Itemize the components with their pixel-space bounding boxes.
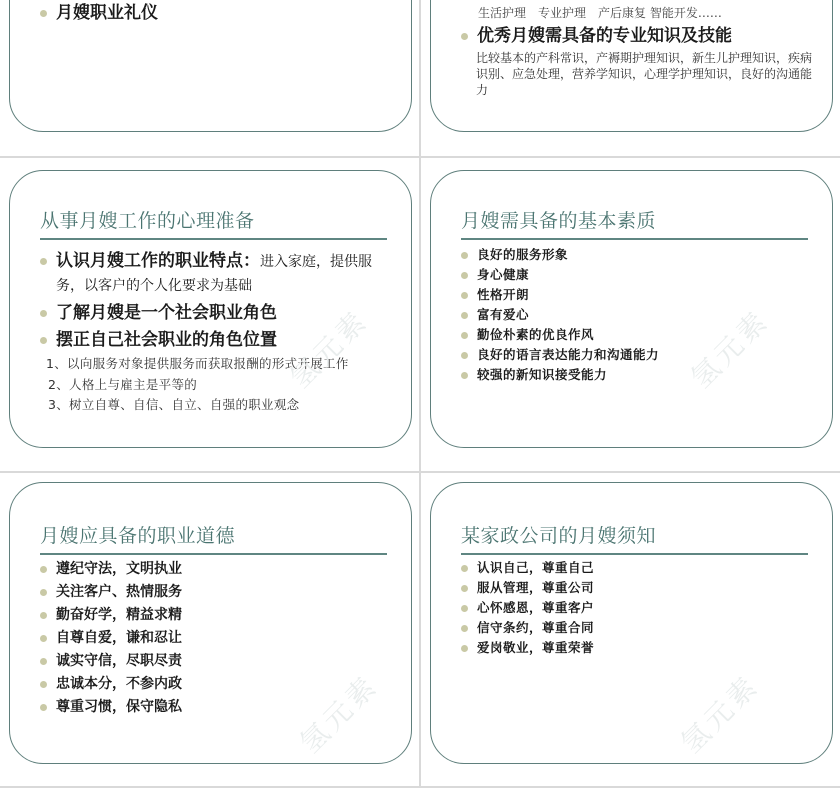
slide-title: 从事月嫂工作的心理准备: [40, 208, 387, 240]
bullet-dot-icon: [461, 272, 468, 279]
list-item: 勤奋好学，精益求精: [40, 604, 395, 627]
list-item: 优秀月嫂需具备的专业知识及技能: [461, 25, 816, 48]
list-item: 诚实守信，尽职尽责: [40, 650, 395, 673]
bullet-dot-icon: [40, 566, 47, 573]
list-item: 关注客户、热情服务: [40, 581, 395, 604]
list-item: 性格开朗: [461, 285, 816, 305]
list-item: 心怀感恩，尊重客户: [461, 598, 816, 618]
list-item: 摆正自己社会职业的角色位置: [40, 329, 395, 352]
bullet-dot-icon: [40, 10, 47, 17]
bullet-list: [40, 558, 395, 719]
slide-psychological-prep[interactable]: [0, 158, 419, 471]
bullet-list: [461, 558, 816, 658]
care-types-line: 生活护理 专业护理 产后康复 智能开发……: [478, 6, 722, 20]
bullet-dot-icon: [461, 645, 468, 652]
bullet-dot-icon: [40, 310, 47, 317]
slide-professional-ethics[interactable]: [0, 473, 419, 786]
slide-title: 某家政公司的月嫂须知: [461, 523, 808, 555]
bullet-dot-icon: [461, 585, 468, 592]
slide-basic-qualities[interactable]: [421, 158, 840, 471]
bullet-dot-icon: [461, 372, 468, 379]
bullet-dot-icon: [461, 252, 468, 259]
bullet-dot-icon: [461, 312, 468, 319]
watermark: 氢元素: [293, 668, 385, 760]
list-item: 遵纪守法，文明执业: [40, 558, 395, 581]
list-item: 良好的服务形象: [461, 245, 816, 265]
numbered-list: [46, 354, 395, 416]
list-item: 较强的新知识接受能力: [461, 365, 816, 385]
list-item: 勤俭朴素的优良作风: [461, 325, 816, 345]
numbered-item: 2、人格上与雇主是平等的: [48, 376, 198, 392]
list-item: 认识月嫂工作的职业特点：进入家庭，提供服务，以客户的个人化要求为基础: [40, 250, 395, 298]
list-item: 信守条约，尊重合同: [461, 618, 816, 638]
bullet-dot-icon: [40, 704, 47, 711]
list-item: 忠诚本分，不参内政: [40, 673, 395, 696]
list-item: 尊重习惯，保守隐私: [40, 696, 395, 719]
bullet-dot-icon: [461, 33, 468, 40]
bullet-dot-icon: [461, 332, 468, 339]
slide-etiquette-tail[interactable]: [0, 0, 419, 156]
bullet-list: [40, 2, 395, 25]
list-item: 自尊自爱，谦和忍让: [40, 627, 395, 650]
bullet-dot-icon: [40, 258, 47, 265]
list-item: 爱岗敬业，尊重荣誉: [461, 638, 816, 658]
numbered-item: 1、以向服务对象提供服务而获取报酬的形式开展工作: [46, 356, 349, 371]
bullet-dot-icon: [40, 635, 47, 642]
bullet-list: [461, 245, 816, 385]
watermark: 氢元素: [674, 668, 766, 760]
bullet-dot-icon: [461, 352, 468, 359]
slide-company-notice[interactable]: [421, 473, 840, 786]
slide-title: 月嫂需具备的基本素质: [461, 208, 808, 240]
list-item: 认识自己，尊重自己: [461, 558, 816, 578]
bullet-dot-icon: [461, 605, 468, 612]
bullet-dot-icon: [461, 625, 468, 632]
numbered-item: 3、树立自尊、自信、自立、自强的职业观念: [48, 397, 300, 412]
watermark: 氢元素: [684, 303, 776, 395]
list-item: 服从管理，尊重公司: [461, 578, 816, 598]
bullet-dot-icon: [461, 292, 468, 299]
bullet-dot-icon: [40, 658, 47, 665]
skills-body: 比较基本的产科常识，产褥期护理知识，新生儿护理知识，疾病识别、应急处理，营养学知识，心理学护理知识，良好的沟通能力: [476, 51, 813, 97]
watermark: 氢元素: [283, 303, 375, 395]
list-item: 身心健康: [461, 265, 816, 285]
bullet-list: [461, 5, 816, 98]
slide-title: 月嫂应具备的职业道德: [40, 523, 387, 555]
bullet-dot-icon: [40, 681, 47, 688]
bullet-list: [40, 250, 395, 416]
list-item: 富有爱心: [461, 305, 816, 325]
list-item: 了解月嫂是一个社会职业角色: [40, 302, 395, 325]
slide-skills-tail[interactable]: [421, 0, 840, 156]
bullet-dot-icon: [40, 612, 47, 619]
bullet-dot-icon: [461, 565, 468, 572]
bullet-dot-icon: [40, 337, 47, 344]
list-item: 良好的语言表达能力和沟通能力: [461, 345, 816, 365]
list-item: 月嫂职业礼仪: [40, 2, 395, 25]
bullet-dot-icon: [40, 589, 47, 596]
